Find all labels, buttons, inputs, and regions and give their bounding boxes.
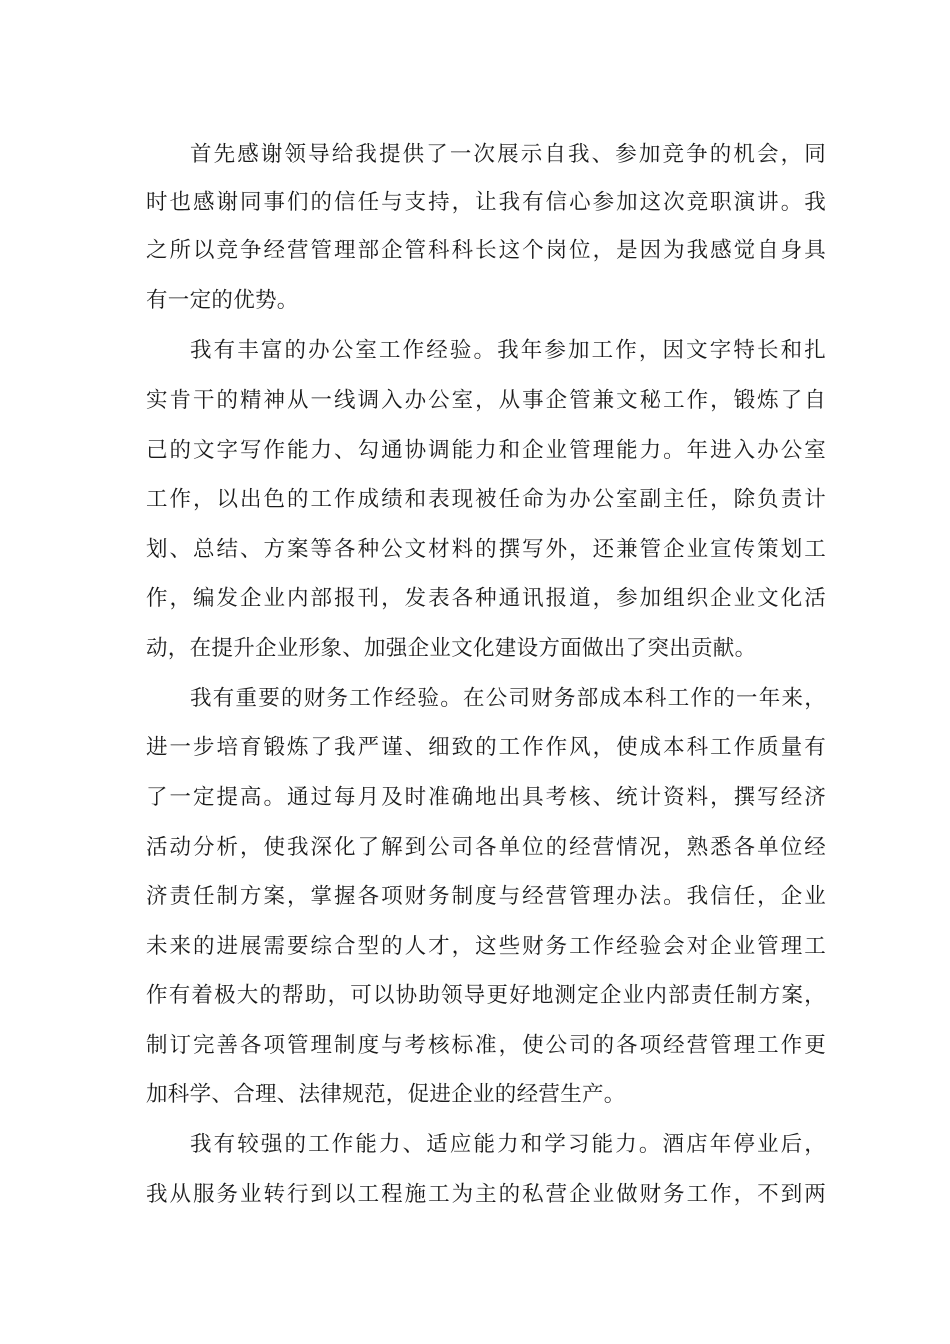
- paragraph-3-line-3: 了一定提高。通过每月及时准确地出具考核、统计资料，撰写经济: [146, 785, 826, 810]
- paragraph-1-line-3: 之所以竞争经营管理部企管科科长这个岗位，是因为我感觉自身具: [146, 238, 826, 263]
- paragraph-1-line-2: 时也感谢同事们的信任与支持，让我有信心参加这次竞职演讲。我: [146, 190, 826, 215]
- paragraph-3-line-7: 作有着极大的帮助，可以协助领导更好地测定企业内部责任制方案，: [146, 983, 826, 1008]
- paragraph-3-line-6: 未来的进展需要综合型的人才，这些财务工作经验会对企业管理工: [146, 934, 826, 959]
- paragraph-3-line-5: 济责任制方案，掌握各项财务制度与经营管理办法。我信任，企业: [146, 884, 826, 909]
- paragraph-3-line-9: 加科学、合理、法律规范，促进企业的经营生产。: [146, 1082, 626, 1107]
- paragraph-1-line-4: 有一定的优势。: [146, 288, 299, 313]
- paragraph-2-line-3: 己的文字写作能力、勾通协调能力和企业管理能力。年进入办公室: [146, 438, 826, 463]
- paragraph-4-line-1: 我有较强的工作能力、适应能力和学习能力。酒店年停业后，: [190, 1132, 826, 1157]
- paragraph-2-line-1: 我有丰富的办公室工作经验。我年参加工作，因文字特长和扎: [190, 338, 826, 363]
- paragraph-4-line-2: 我从服务业转行到以工程施工为主的私营企业做财务工作，不到两: [146, 1182, 826, 1207]
- paragraph-2-line-5: 划、总结、方案等各种公文材料的撰写外，还兼管企业宣传策划工: [146, 537, 826, 562]
- paragraph-3-line-4: 活动分析，使我深化了解到公司各单位的经营情况，熟悉各单位经: [146, 835, 826, 860]
- paragraph-3-line-8: 制订完善各项管理制度与考核标准，使公司的各项经营管理工作更: [146, 1033, 826, 1058]
- paragraph-1-line-1: 首先感谢领导给我提供了一次展示自我、参加竞争的机会，同: [190, 142, 826, 167]
- paragraph-2-line-7: 动，在提升企业形象、加强企业文化建设方面做出了突出贡献。: [146, 636, 757, 661]
- paragraph-2-line-6: 作，编发企业内部报刊，发表各种通讯报道，参加组织企业文化活: [146, 586, 826, 611]
- paragraph-3-line-2: 进一步培育锻炼了我严谨、细致的工作作风，使成本科工作质量有: [146, 735, 826, 760]
- paragraph-2-line-2: 实肯干的精神从一线调入办公室，从事企管兼文秘工作，锻炼了自: [146, 388, 826, 413]
- paragraph-3-line-1: 我有重要的财务工作经验。在公司财务部成本科工作的一年来，: [190, 686, 826, 711]
- paragraph-2-line-4: 工作，以出色的工作成绩和表现被任命为办公室副主任，除负责计: [146, 487, 826, 512]
